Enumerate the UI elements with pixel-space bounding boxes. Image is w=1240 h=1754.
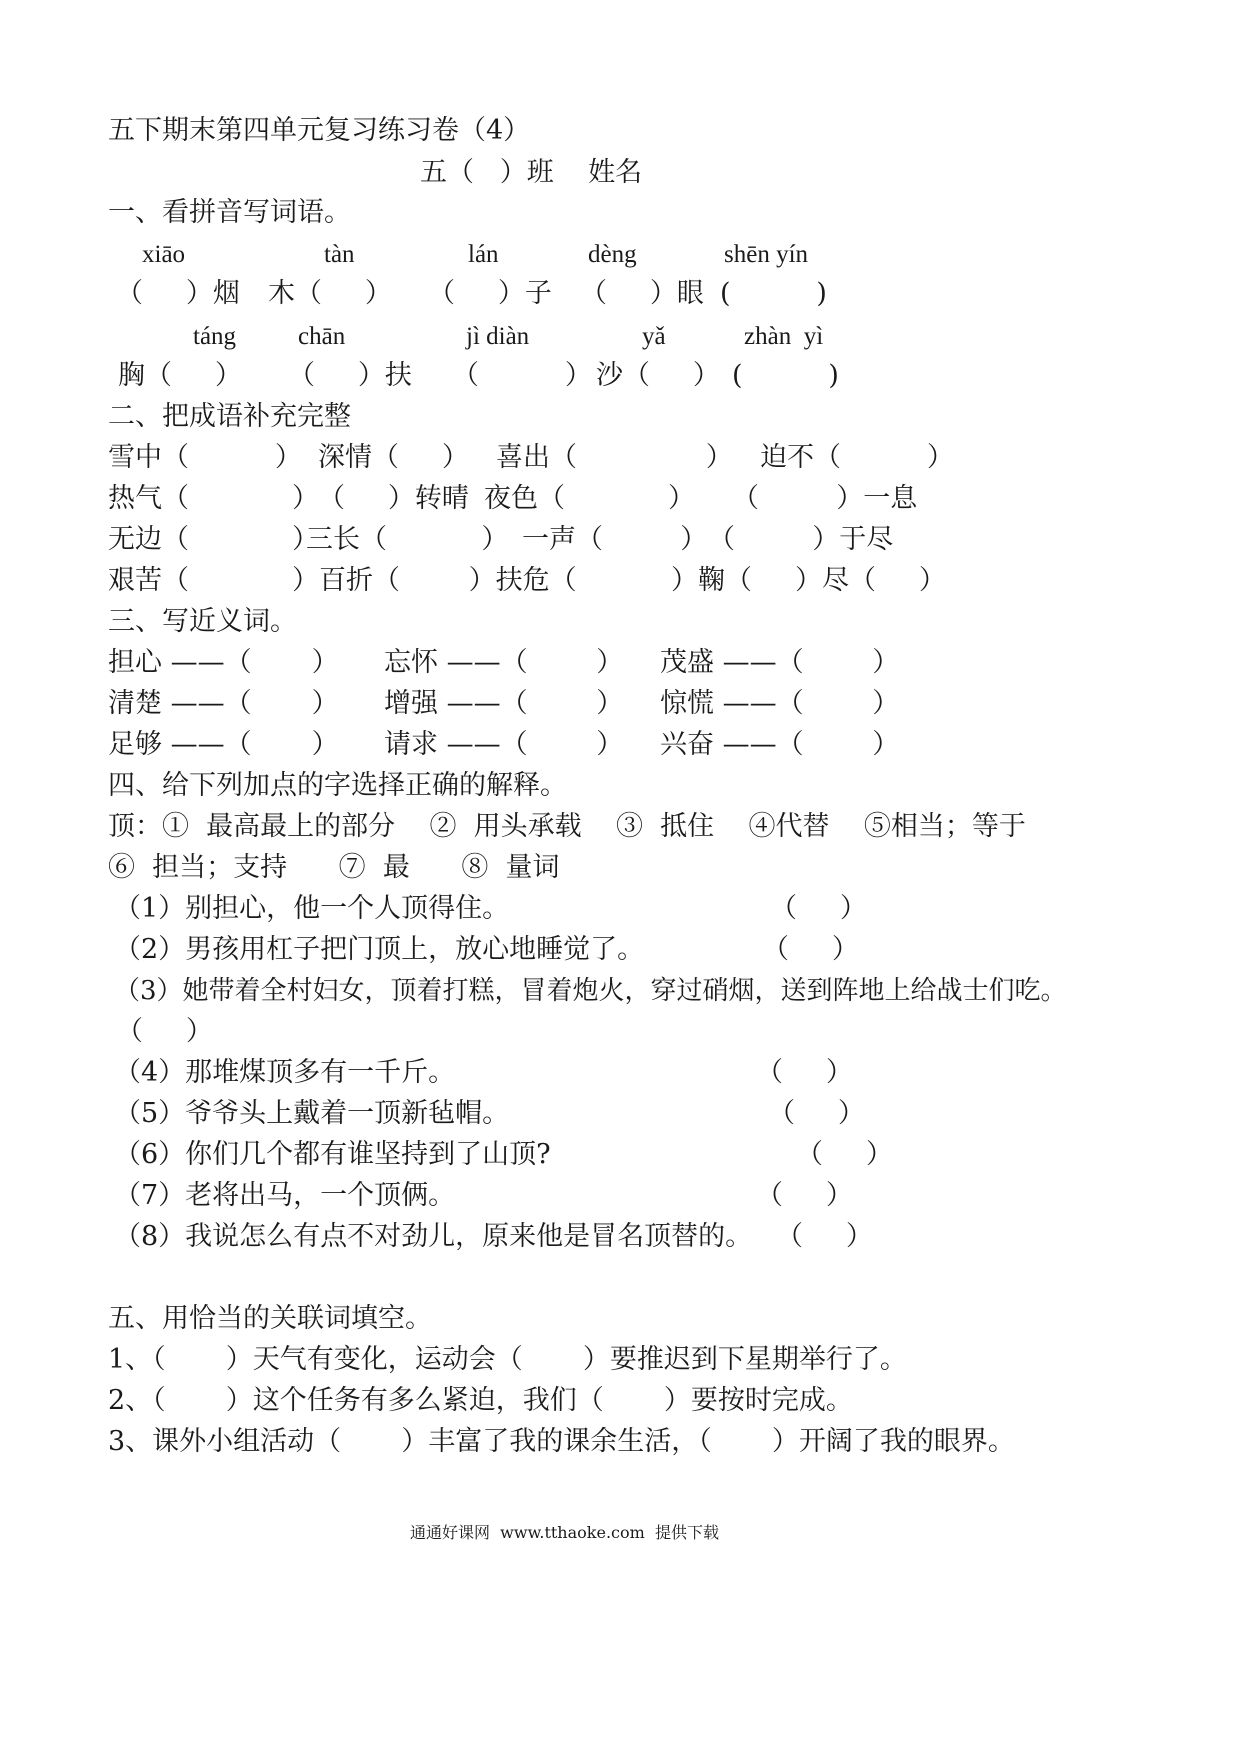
fill-blank[interactable]: 胸（ ） — [118, 360, 242, 391]
idiom-blank[interactable]: 迫不（ ） — [760, 442, 954, 473]
answer-blank[interactable]: （ ） — [796, 1139, 893, 1170]
conjunction-item[interactable]: 2、（ ）这个任务有多么紧迫，我们（ ）要按时完成。 — [108, 1385, 853, 1416]
synonym-blank[interactable]: 请求 ——（ ） — [384, 729, 624, 760]
pinyin: xiāo — [142, 241, 186, 268]
synonym-blank[interactable]: 忘怀 ——（ ） — [384, 647, 624, 678]
question-item: （6）你们几个都有谁坚持到了山顶? — [114, 1139, 551, 1170]
section3-heading: 三、写近义词。 — [108, 606, 297, 637]
fill-blank[interactable]: ( ) — [720, 278, 827, 309]
definition-list: 顶：① 最高最上的部分 ② 用头承载 ③ 抵住 ④代替 ⑤相当；等于 — [108, 811, 1026, 842]
idiom-blank[interactable]: 三长（ ） — [306, 524, 509, 555]
pinyin: lán — [468, 241, 499, 268]
idiom-blank[interactable]: 深情（ ） — [318, 442, 469, 473]
fill-blank[interactable]: 沙（ ） — [596, 360, 720, 391]
answer-blank[interactable]: （ ） — [776, 1221, 873, 1252]
section5-heading: 五、用恰当的关联词填空。 — [108, 1303, 432, 1334]
question-item: （4）那堆煤顶多有一千斤。 — [114, 1057, 456, 1088]
pinyin: dèng — [588, 241, 637, 268]
answer-blank[interactable]: （ ） — [770, 893, 867, 924]
idiom-blank[interactable]: 艰苦（ ）百折（ ）扶危（ ）鞠（ ）尽（ ） — [108, 565, 946, 596]
pinyin: zhàn yì — [744, 323, 824, 350]
question-item: （5）爷爷头上戴着一顶新毡帽。 — [114, 1098, 510, 1129]
idiom-blank[interactable]: 无边（ ） — [108, 524, 319, 555]
idiom-blank[interactable]: （ ）转晴 — [318, 483, 469, 514]
synonym-blank[interactable]: 担心 ——（ ） — [108, 647, 339, 678]
idiom-blank[interactable]: 夜色（ ） — [484, 483, 695, 514]
question-item: （3）她带着全村妇女，顶着打糕，冒着炮火，穿过硝烟，送到阵地上给战士们吃。 — [114, 976, 1067, 1006]
question-item: （8）我说怎么有点不对劲儿，原来他是冒名顶替的。 — [114, 1221, 753, 1252]
idiom-blank[interactable]: 雪中（ ） — [108, 442, 302, 473]
idiom-blank[interactable]: 热气（ ） — [108, 483, 319, 514]
conjunction-item[interactable]: 3、课外小组活动（ ）丰富了我的课余生活，（ ）开阔了我的眼界。 — [108, 1426, 1015, 1457]
question-item: （1）别担心，他一个人顶得住。 — [114, 893, 510, 924]
fill-blank[interactable]: （ ）扶 — [288, 360, 412, 391]
fill-blank[interactable]: ( ) — [732, 360, 839, 391]
definition-list: ⑥ 担当；支持 ⑦ 最 ⑧ 量词 — [108, 852, 560, 883]
question-item: （2）男孩用杠子把门顶上，放心地睡觉了。 — [114, 934, 645, 965]
answer-blank[interactable]: （ ） — [756, 1180, 853, 1211]
synonym-blank[interactable]: 足够 ——（ ） — [108, 729, 339, 760]
pinyin: táng — [193, 323, 237, 350]
pinyin: jì diàn — [466, 323, 530, 350]
synonym-blank[interactable]: 惊慌 ——（ ） — [660, 688, 900, 719]
question-item: （7）老将出马，一个顶俩。 — [114, 1180, 456, 1211]
pinyin: shēn yín — [724, 241, 809, 268]
class-name-line: 五（ ）班 姓名 — [420, 157, 643, 188]
pinyin: chān — [298, 323, 346, 350]
synonym-blank[interactable]: 增强 ——（ ） — [384, 688, 624, 719]
fill-blank[interactable]: （ ）眼 — [580, 278, 704, 309]
section1-heading: 一、看拼音写词语。 — [108, 197, 351, 228]
answer-blank[interactable]: （ ） — [756, 1057, 853, 1088]
conjunction-item[interactable]: 1、（ ）天气有变化，运动会（ ）要推迟到下星期举行了。 — [108, 1344, 907, 1375]
fill-blank[interactable]: （ ）烟 — [116, 278, 240, 309]
idiom-blank[interactable]: （ ）于尽 — [708, 524, 894, 555]
pinyin: yǎ — [642, 323, 666, 350]
fill-blank[interactable]: 木（ ） — [268, 278, 392, 309]
answer-blank[interactable]: （ ） — [762, 934, 859, 965]
idiom-blank[interactable]: （ ）一息 — [732, 483, 918, 514]
synonym-blank[interactable]: 茂盛 ——（ ） — [660, 647, 900, 678]
fill-blank[interactable]: （ ） — [452, 360, 592, 391]
section4-heading: 四、给下列加点的字选择正确的解释。 — [108, 770, 567, 801]
fill-blank[interactable]: （ ）子 — [428, 278, 552, 309]
idiom-blank[interactable]: 喜出（ ） — [496, 442, 733, 473]
section2-heading: 二、把成语补充完整 — [108, 401, 351, 432]
answer-blank[interactable]: （ ） — [768, 1098, 865, 1129]
synonym-blank[interactable]: 清楚 ——（ ） — [108, 688, 339, 719]
page-title: 五下期末第四单元复习练习卷（4） — [108, 115, 531, 146]
footer-credit: 通通好课网 www.tthaoke.com 提供下载 — [410, 1523, 719, 1542]
idiom-blank[interactable]: 一声（ ） — [522, 524, 708, 555]
answer-blank[interactable]: （ ） — [116, 1016, 213, 1047]
synonym-blank[interactable]: 兴奋 ——（ ） — [660, 729, 900, 760]
pinyin: tàn — [324, 241, 355, 268]
